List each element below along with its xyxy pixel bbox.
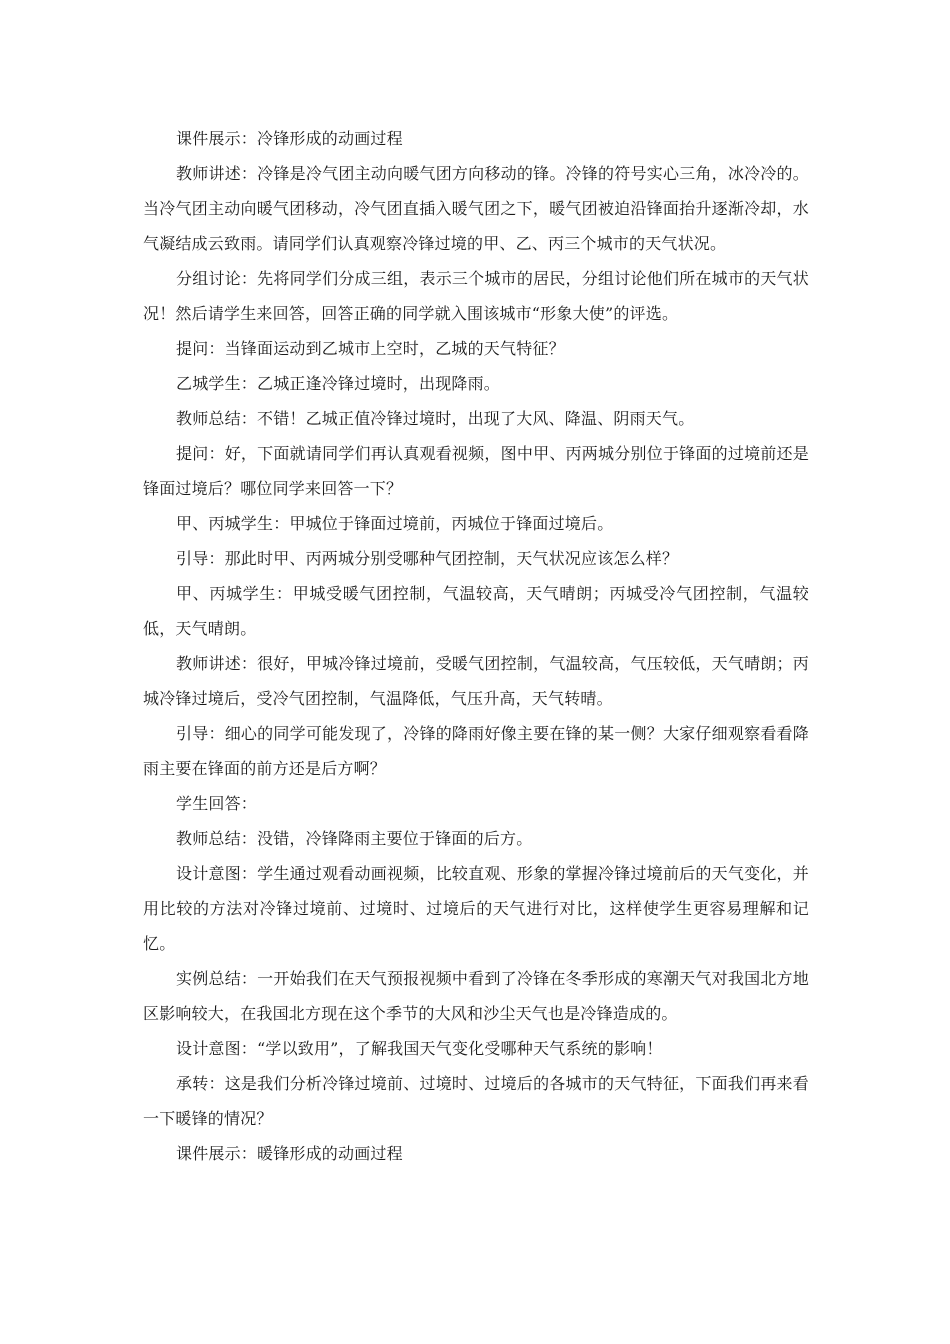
paragraph-student-yi-answer: 乙城学生：乙城正逢冷锋过境时，出现降雨。 (176, 374, 501, 393)
paragraph-student-jia-bing-answer: 甲、丙城学生：甲城位于锋面过境前，丙城位于锋面过境后。 (176, 514, 614, 533)
paragraph-group-discussion: 分组讨论：先将同学们分成三组，表示三个城市的居民，分组讨论他们所在城市的天气状况！然后请学生来回答，回答正确的同学就入围该城市“形象大使”的评选。 (143, 269, 809, 323)
paragraph-teacher-explain-jia-bing: 教师讲述：很好，甲城冷锋过境前，受暖气团控制，气温较高，气压较低，天气晴朗；丙城冷锋过境后，受冷气团控制，气温降低，气压升高，天气转晴。 (143, 654, 809, 708)
paragraph-courseware-cold-front: 课件展示：冷锋形成的动画过程 (176, 129, 403, 148)
paragraph-guide-rainfall-side: 引导：细心的同学可能发现了，冷锋的降雨好像主要在锋的某一侧？大家仔细观察看看降雨主要在锋面的前方还是后方啊？ (143, 724, 809, 778)
paragraph-student-answer: 学生回答： (176, 794, 258, 813)
paragraph-teacher-summary-yi: 教师总结：不错！乙城正值冷锋过境时，出现了大风、降温、阴雨天气。 (176, 409, 695, 428)
paragraph-design-intent-1: 设计意图：学生通过观看动画视频，比较直观、形象的掌握冷锋过境前后的天气变化，并用比较的方法对冷锋过境前、过境时、过境后的天气进行对比，这样使学生更容易理解和记忆。 (143, 864, 809, 953)
paragraph-question-jia-bing: 提问：好，下面就请同学们再认真观看视频，图中甲、丙两城分别位于锋面的过境前还是锋面过境后？哪位同学来回答一下？ (143, 444, 809, 498)
paragraph-teacher-summary-rain: 教师总结：没错，冷锋降雨主要位于锋面的后方。 (176, 829, 533, 848)
document-body (143, 121, 809, 1171)
paragraph-design-intent-2: 设计意图：“学以致用”，了解我国天气变化受哪种天气系统的影响！ (176, 1039, 663, 1058)
paragraph-student-jia-bing-weather: 甲、丙城学生：甲城受暖气团控制，气温较高，天气晴朗；丙城受冷气团控制，气温较低，天气晴朗。 (143, 584, 809, 638)
paragraph-guide-air-mass: 引导：那此时甲、丙两城分别受哪种气团控制，天气状况应该怎么样？ (176, 549, 679, 568)
paragraph-transition: 承转：这是我们分析冷锋过境前、过境时、过境后的各城市的天气特征，下面我们再来看一下暖锋的情况？ (143, 1074, 809, 1128)
paragraph-courseware-warm-front: 课件展示：暖锋形成的动画过程 (176, 1144, 403, 1163)
paragraph-teacher-explain-cold-front: 教师讲述：冷锋是冷气团主动向暖气团方向移动的锋。冷锋的符号实心三角，冰冷冷的。当冷气团主动向暖气团移动，冷气团直插入暖气团之下，暖气团被迫沿锋面抬升逐渐冷却，水气凝结成云致雨。请同学们认真观察冷锋过境的甲、乙、丙三个城市的天气状况。 (143, 164, 809, 253)
paragraph-question-city-yi: 提问：当锋面运动到乙城市上空时，乙城的天气特征？ (176, 339, 565, 358)
paragraph-example-summary: 实例总结：一开始我们在天气预报视频中看到了冷锋在冬季形成的寒潮天气对我国北方地区影响较大，在我国北方现在这个季节的大风和沙尘天气也是冷锋造成的。 (143, 969, 809, 1023)
